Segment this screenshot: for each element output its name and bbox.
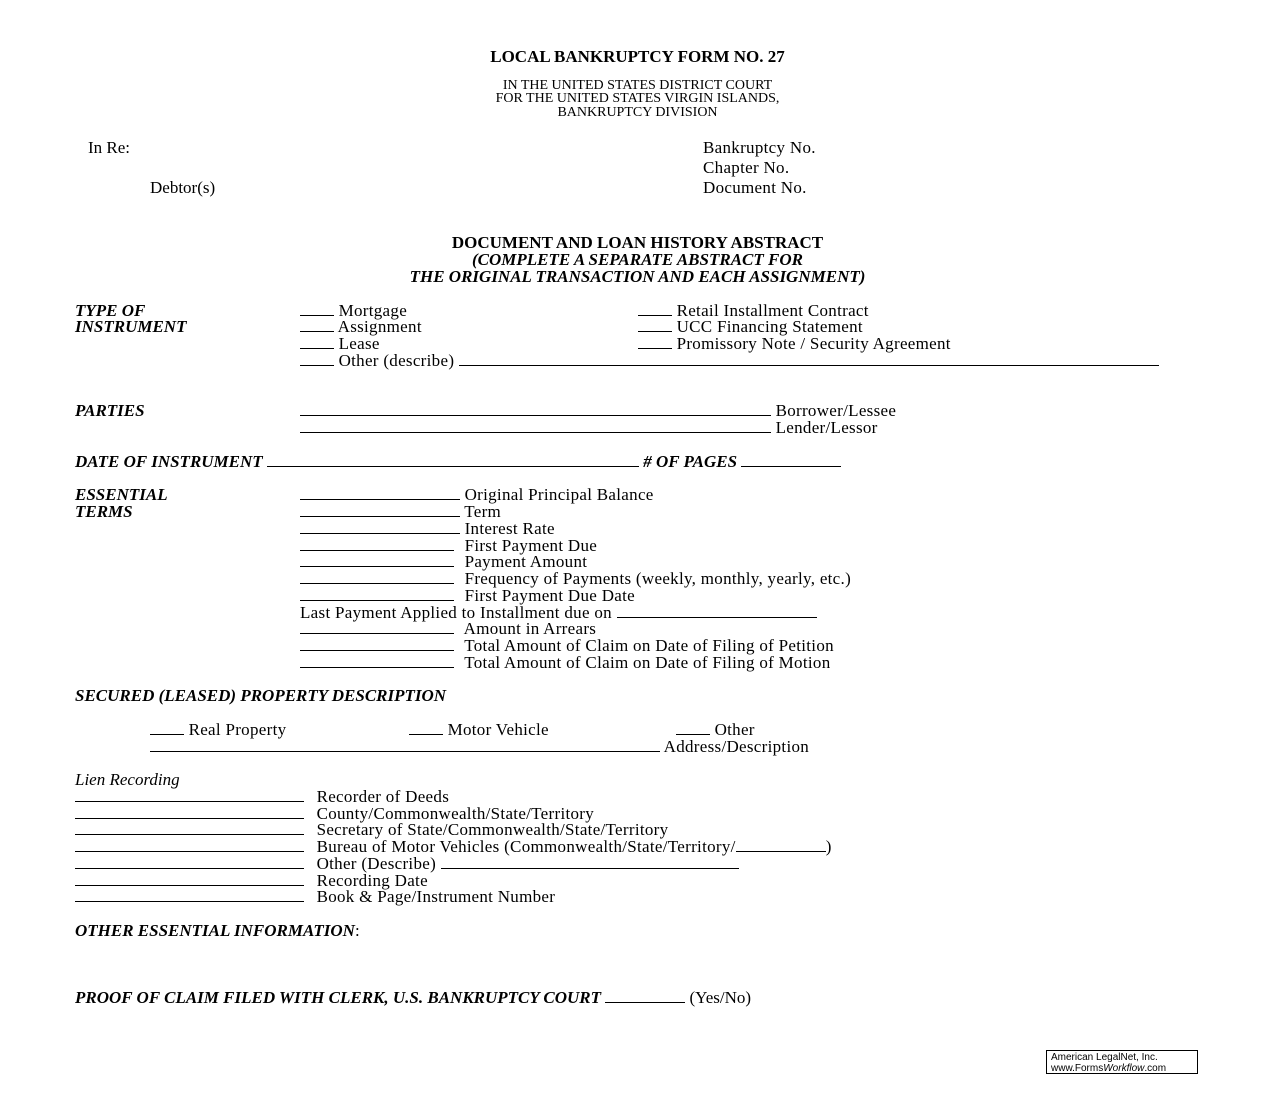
lien-secretary[interactable]	[75, 821, 668, 838]
term-first-payment-due-date[interactable]	[300, 587, 635, 604]
promissory-blank[interactable]	[638, 335, 672, 349]
borrower-row[interactable]	[300, 402, 896, 419]
chapter-no-label: Chapter No.	[703, 158, 790, 177]
payment-amount-line[interactable]	[300, 553, 454, 567]
last-payment-label: Last Payment Applied to Installment due on	[300, 603, 612, 622]
claim-motion-label: Total Amount of Claim on Date of Filing of Motion	[464, 653, 831, 672]
first-payment-due-line[interactable]	[300, 537, 454, 551]
lender-line[interactable]	[300, 419, 771, 433]
claim-petition-label: Total Amount of Claim on Date of Filing of Petition	[464, 636, 834, 655]
term-line[interactable]	[300, 503, 460, 517]
abstract-subtitle-2: THE ORIGINAL TRANSACTION AND EACH ASSIGNMENT)	[409, 267, 866, 286]
form-title: LOCAL BANKRUPTCY FORM NO. 27	[490, 47, 785, 66]
lien-label: Lien Recording	[75, 770, 180, 789]
lease-blank[interactable]	[300, 335, 334, 349]
lien-bureau[interactable]	[75, 838, 832, 855]
term-arrears[interactable]	[300, 620, 596, 637]
address-label: Address/Description	[663, 737, 810, 756]
frequency-line[interactable]	[300, 570, 454, 584]
term-interest-rate[interactable]	[300, 520, 555, 537]
book-page-line[interactable]	[75, 888, 304, 902]
lender-label: Lender/Lessor	[775, 418, 878, 437]
other-info-colon: :	[354, 921, 360, 940]
real-blank[interactable]	[150, 721, 184, 735]
bureau-suffix: )	[825, 837, 832, 856]
property-other-label: Other	[714, 720, 755, 739]
lien-book-page[interactable]	[75, 888, 555, 905]
logo-italic: Workflow	[1103, 1063, 1145, 1074]
yes-no-label: (Yes/No)	[689, 988, 752, 1007]
original-principal-label: Original Principal Balance	[464, 485, 654, 504]
county-label: County/Commonwealth/State/Territory	[316, 804, 595, 823]
option-ucc[interactable]	[638, 318, 863, 335]
lien-other-describe-line[interactable]	[441, 855, 739, 869]
option-promissory[interactable]	[638, 335, 951, 352]
recording-date-label: Recording Date	[316, 871, 428, 890]
assignment-label: Assignment	[337, 317, 422, 336]
claim-motion-line[interactable]	[300, 654, 454, 668]
option-assignment[interactable]	[300, 318, 422, 335]
date-label: DATE OF INSTRUMENT	[75, 452, 263, 471]
lien-other-line[interactable]	[75, 855, 304, 869]
logo-prefix: www.Forms	[1051, 1063, 1104, 1074]
instrument-label-1: TYPE OF	[75, 301, 146, 320]
document-no-label: Document No.	[703, 178, 807, 197]
option-other[interactable]	[300, 352, 1159, 369]
arrears-label: Amount in Arrears	[463, 619, 597, 638]
secretary-label: Secretary of State/Commonwealth/State/Territory	[316, 820, 669, 839]
other-blank[interactable]	[300, 352, 334, 366]
proof-row[interactable]	[75, 989, 751, 1006]
first-payment-due-date-line[interactable]	[300, 587, 454, 601]
term-label: Term	[464, 502, 502, 521]
borrower-label: Borrower/Lessee	[775, 401, 897, 420]
property-address[interactable]	[150, 738, 809, 755]
court-line-2: FOR THE UNITED STATES VIRGIN ISLANDS,	[495, 91, 780, 106]
bureau-territory-line[interactable]	[736, 838, 826, 852]
motor-blank[interactable]	[409, 721, 443, 735]
other-info-label: OTHER ESSENTIAL INFORMATION	[75, 921, 355, 940]
interest-rate-label: Interest Rate	[464, 519, 555, 538]
bureau-label: Bureau of Motor Vehicles (Commonwealth/State/Territory/	[316, 837, 736, 856]
lien-deeds[interactable]	[75, 788, 449, 805]
lease-label: Lease	[338, 334, 380, 353]
abstract-subtitle-1: (COMPLETE A SEPARATE ABSTRACT FOR	[472, 250, 803, 269]
term-frequency[interactable]	[300, 570, 851, 587]
bureau-line[interactable]	[75, 838, 304, 852]
promissory-label: Promissory Note / Security Agreement	[676, 334, 951, 353]
logo-suffix: .com	[1144, 1063, 1167, 1074]
term-claim-petition[interactable]	[300, 637, 834, 654]
court-line-1: IN THE UNITED STATES DISTRICT COURT	[502, 78, 773, 93]
retail-blank[interactable]	[638, 302, 672, 316]
option-lease[interactable]	[300, 335, 380, 352]
arrears-line[interactable]	[300, 620, 454, 634]
parties-label: PARTIES	[75, 401, 145, 420]
property-other[interactable]	[676, 721, 755, 738]
last-payment-line[interactable]	[617, 604, 817, 618]
instrument-label-2: INSTRUMENT	[75, 317, 187, 336]
motor-label: Motor Vehicle	[447, 720, 549, 739]
address-line[interactable]	[150, 738, 660, 752]
mortgage-label: Mortgage	[338, 301, 408, 320]
claim-petition-line[interactable]	[300, 637, 454, 651]
bankruptcy-no-label: Bankruptcy No.	[703, 138, 816, 157]
term-term[interactable]	[300, 503, 501, 520]
pages-line[interactable]	[741, 453, 841, 467]
property-other-blank[interactable]	[676, 721, 710, 735]
date-line[interactable]	[267, 453, 639, 467]
interest-rate-line[interactable]	[300, 520, 460, 534]
book-page-label: Book & Page/Instrument Number	[316, 887, 556, 906]
assignment-blank[interactable]	[300, 318, 334, 332]
county-line[interactable]	[75, 805, 304, 819]
lender-row[interactable]	[300, 419, 878, 436]
date-row[interactable]	[75, 453, 841, 470]
mortgage-blank[interactable]	[300, 302, 334, 316]
original-principal-line[interactable]	[300, 486, 460, 500]
pages-label: # OF PAGES	[643, 452, 738, 471]
logo-line-2	[1051, 1063, 1197, 1074]
logo-line-1: American LegalNet, Inc.	[1051, 1052, 1158, 1063]
borrower-line[interactable]	[300, 402, 771, 416]
first-payment-due-date-label: First Payment Due Date	[464, 586, 635, 605]
ucc-blank[interactable]	[638, 318, 672, 332]
proof-label: PROOF OF CLAIM FILED WITH CLERK, U.S. BANKRUPTCY COURT	[75, 988, 602, 1007]
term-original-principal[interactable]	[300, 486, 654, 503]
term-claim-motion[interactable]	[300, 654, 831, 671]
payment-amount-label: Payment Amount	[464, 552, 588, 571]
in-re-label: In Re:	[88, 138, 131, 157]
term-payment-amount[interactable]	[300, 553, 587, 570]
secretary-line[interactable]	[75, 821, 304, 835]
terms-label-1: ESSENTIAL	[75, 485, 168, 504]
abstract-title: DOCUMENT AND LOAN HISTORY ABSTRACT	[451, 233, 824, 252]
deeds-label: Recorder of Deeds	[316, 787, 450, 806]
property-real[interactable]	[150, 721, 286, 738]
recording-date-line[interactable]	[75, 872, 304, 886]
lien-other-label: Other (Describe)	[316, 854, 437, 873]
court-line-3: BANKRUPTCY DIVISION	[557, 105, 718, 120]
proof-line[interactable]	[605, 989, 685, 1003]
other-info-row	[75, 922, 360, 939]
first-payment-due-label: First Payment Due	[464, 536, 598, 555]
real-label: Real Property	[188, 720, 287, 739]
property-label: SECURED (LEASED) PROPERTY DESCRIPTION	[75, 686, 447, 705]
other-label: Other (describe)	[338, 351, 455, 370]
ucc-label: UCC Financing Statement	[676, 317, 863, 336]
lien-other[interactable]	[75, 855, 739, 872]
retail-label: Retail Installment Contract	[676, 301, 869, 320]
other-describe-line[interactable]	[459, 352, 1159, 366]
frequency-label: Frequency of Payments (weekly, monthly, yearly, etc.)	[464, 569, 852, 588]
american-legalnet-logo	[1046, 1050, 1198, 1074]
property-motor[interactable]	[409, 721, 549, 738]
deeds-line[interactable]	[75, 788, 304, 802]
terms-label-2: TERMS	[75, 502, 133, 521]
debtors-label: Debtor(s)	[150, 178, 216, 197]
